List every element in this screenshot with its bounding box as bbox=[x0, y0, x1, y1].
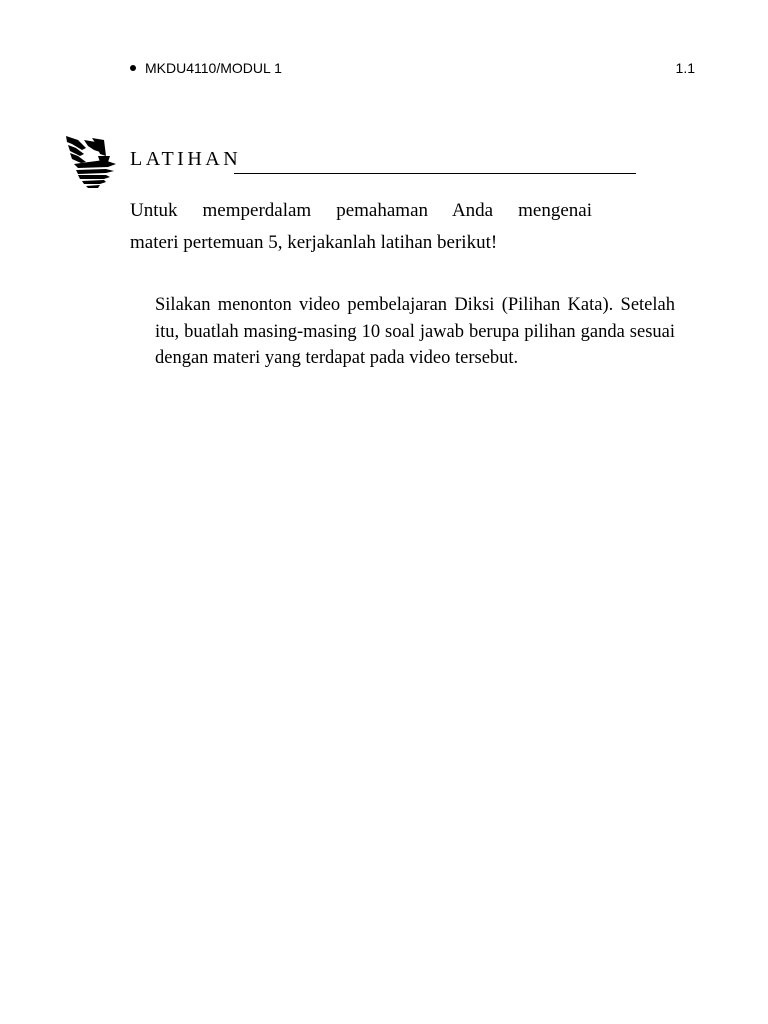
intro-paragraph bbox=[130, 195, 600, 259]
bullet-icon bbox=[130, 65, 136, 71]
ut-logo-icon bbox=[64, 134, 120, 190]
section-title: LATIHAN bbox=[130, 148, 242, 170]
task-instruction: Silakan menonton video pembelajaran Diksi (Pilihan Kata). Setelah itu, buatlah masing-masing 10 soal jawab berupa pilihan ganda sesuai dengan materi yang terdapat pada video tersebut. bbox=[155, 295, 675, 368]
module-code: MKDU4110/MODUL 1 bbox=[145, 60, 282, 76]
title-underline bbox=[234, 173, 636, 174]
intro-line-2: materi pertemuan 5, kerjakanlah latihan berikut! bbox=[130, 232, 498, 253]
header-left bbox=[130, 60, 282, 76]
intro-line-1: Untuk memperdalam pemahaman Anda mengenai bbox=[130, 200, 592, 221]
page-header bbox=[130, 60, 695, 82]
page-number: 1.1 bbox=[675, 60, 695, 76]
